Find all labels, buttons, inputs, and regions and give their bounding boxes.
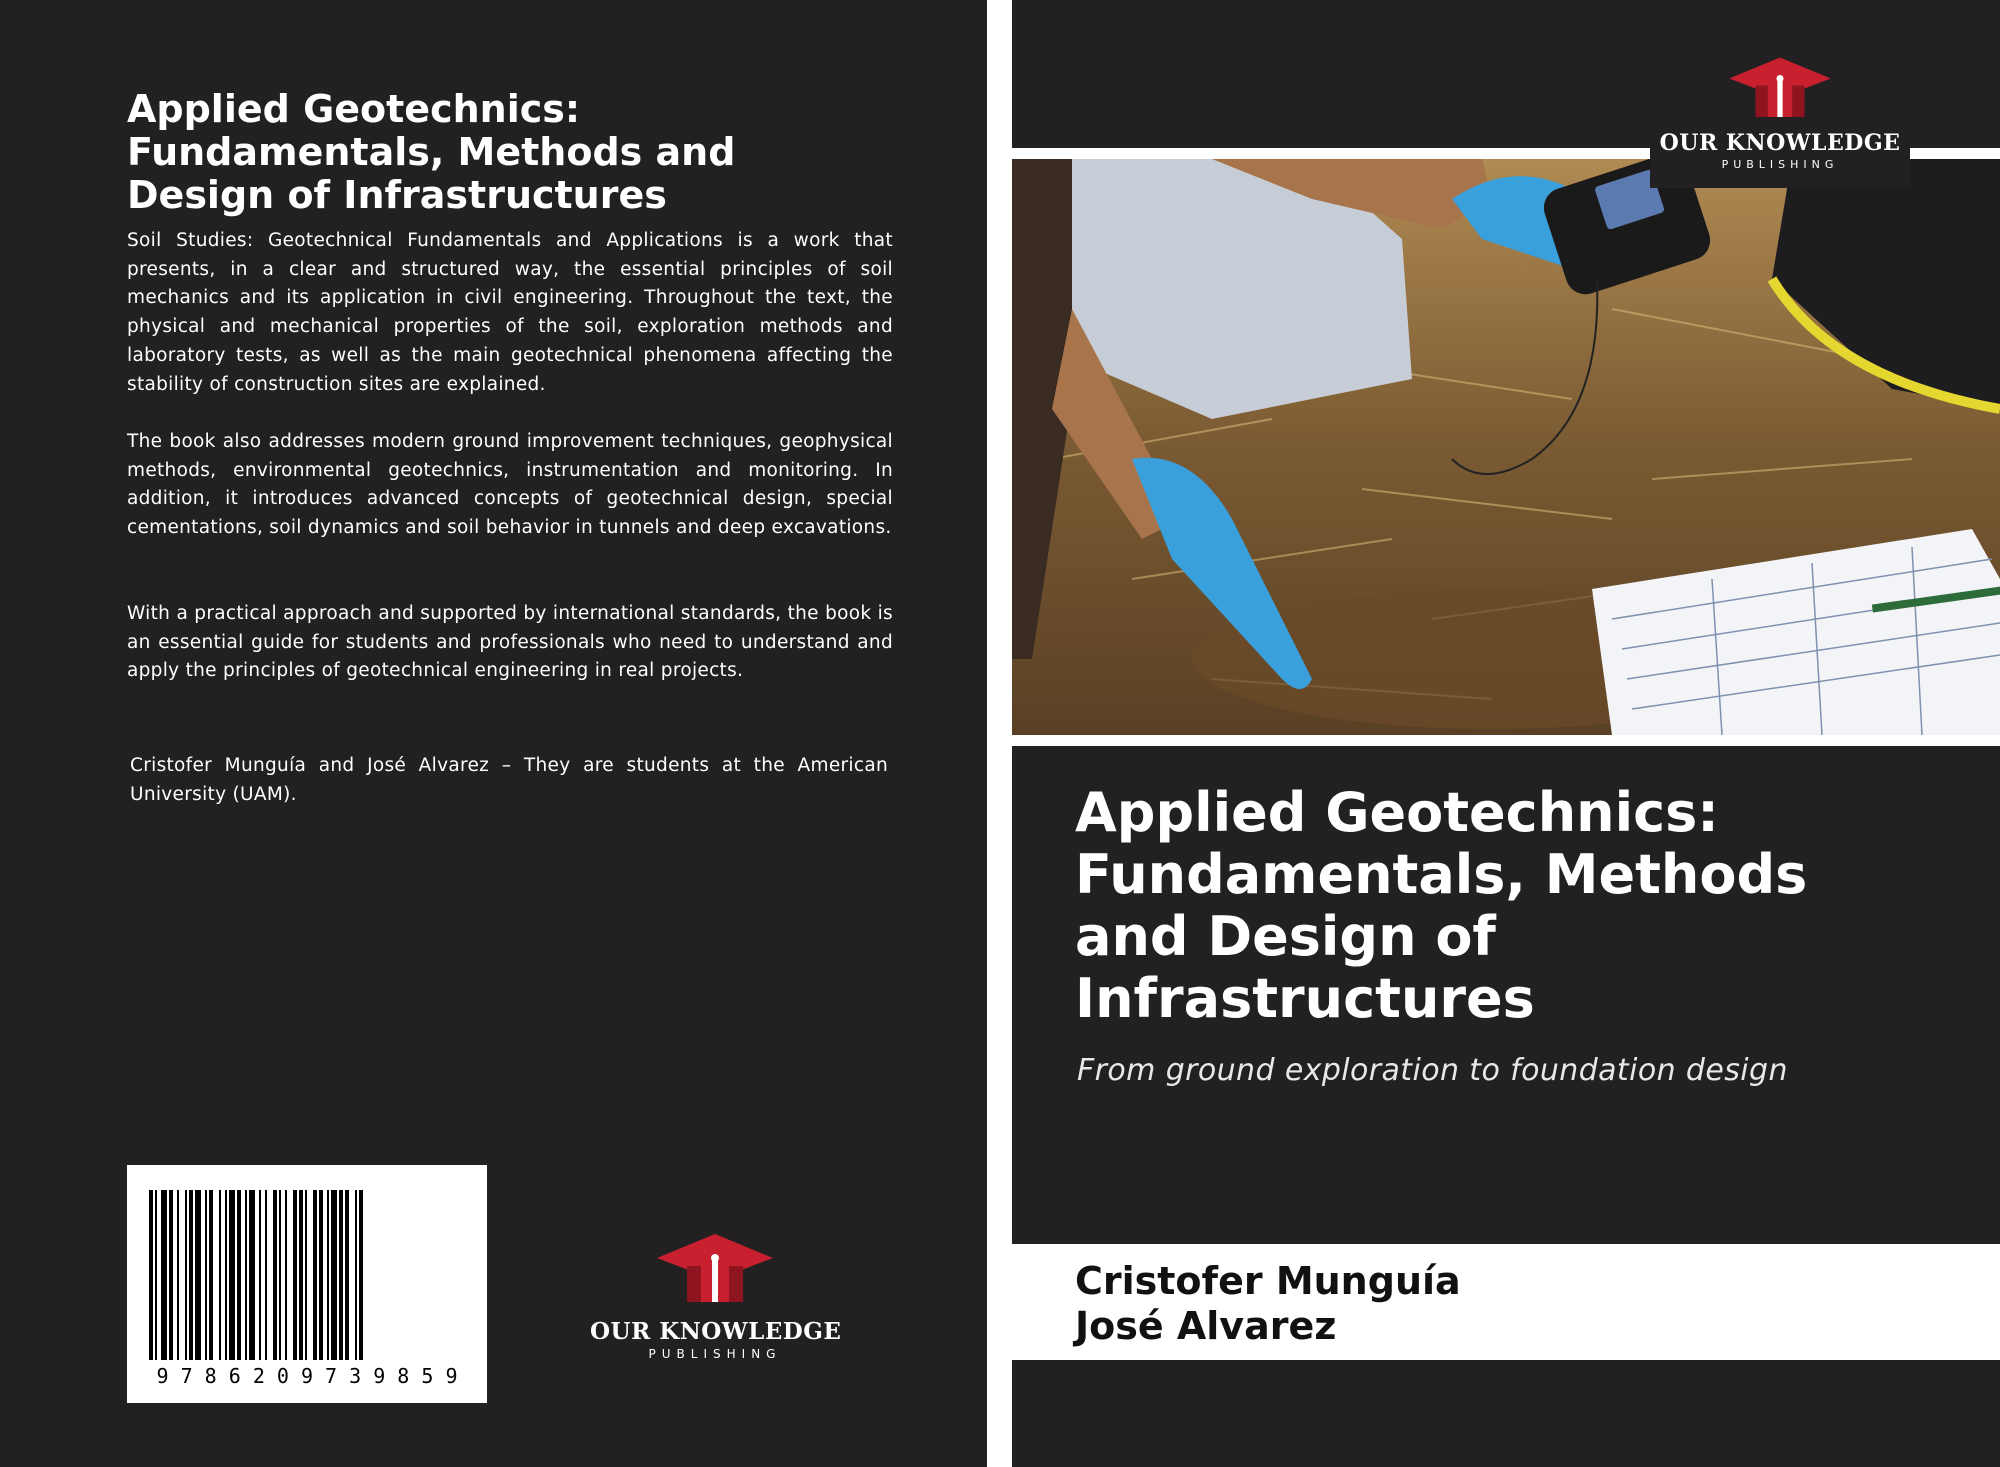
barcode-bar [229, 1190, 235, 1360]
barcode-bar [273, 1190, 277, 1360]
publisher-logo [1650, 54, 1910, 171]
publisher-name: OUR KNOWLEDGE [1659, 130, 1901, 156]
barcode-bar [155, 1190, 157, 1360]
barcode-bar [339, 1190, 343, 1360]
barcode-bar [185, 1190, 187, 1360]
front-cover-title: Applied Geotechnics: Fundamentals, Methods and Design of Infrastructures [1075, 781, 1808, 1030]
barcode-bar [177, 1190, 179, 1360]
front-cover-subtitle: From ground exploration to foundation design [1077, 1053, 1788, 1088]
barcode-bar [299, 1190, 303, 1360]
back-cover-title: Applied Geotechnics: Fundamentals, Methods and Design of Infrastructures [127, 87, 736, 217]
publisher-sub: PUBLISHING [648, 1347, 782, 1361]
author-name: José Alvarez [1075, 1304, 1337, 1348]
publisher-logo [590, 1230, 840, 1361]
barcode-bar [219, 1190, 221, 1360]
barcode-bar [209, 1190, 213, 1360]
barcode-icon [127, 1165, 487, 1403]
barcode-bar [359, 1190, 363, 1360]
barcode-bar [331, 1190, 337, 1360]
barcode-bar [319, 1190, 323, 1360]
barcode-bar [189, 1190, 193, 1360]
soil-sampling-photo-icon [1012, 159, 2000, 735]
barcode-bar [265, 1190, 267, 1360]
barcode-bar [195, 1190, 201, 1360]
barcode-bar [245, 1190, 247, 1360]
front-publisher-logo-box [1650, 40, 1910, 188]
front-cover-bottom-band [1012, 1360, 2000, 1467]
barcode-digits: 9 7 8 6 2 0 9 7 3 9 8 5 9 [156, 1364, 458, 1388]
barcode-bar [313, 1190, 317, 1360]
barcode-bar [327, 1190, 329, 1360]
barcode-bar [279, 1190, 281, 1360]
barcode-bar [149, 1190, 153, 1360]
graduation-cap-logo-icon [655, 1230, 775, 1310]
barcode-bar [237, 1190, 241, 1360]
barcode-bar [345, 1190, 349, 1360]
barcode-bar [225, 1190, 227, 1360]
back-cover-paragraph: The book also addresses modern ground improvement techniques, geophysical methods, environmental geotechnics, instrumentation and monitoring. In addition, it introduces advanced concepts of geotechnical design, special cementations, soil dynamics and soil behavior in tunnels and deep excavations. [127, 431, 893, 539]
barcode-bar [305, 1190, 307, 1360]
barcode-bar [355, 1190, 357, 1360]
barcode-bar [285, 1190, 287, 1360]
barcode-bar [169, 1190, 173, 1360]
barcode-bar [259, 1190, 261, 1360]
soil-sampling-photo [1012, 159, 2000, 735]
author-name: Cristofer Munguía [1075, 1259, 1461, 1303]
barcode-bar [205, 1190, 207, 1360]
isbn-barcode [127, 1165, 487, 1403]
barcode-bar [293, 1190, 297, 1360]
barcode-bar [249, 1190, 255, 1360]
back-cover-paragraph: With a practical approach and supported by international standards, the book is an essential guide for students and professionals who need to understand and apply the principles of geotechnical engineering in real projects. [127, 603, 893, 682]
graduation-cap-logo-icon [1725, 54, 1835, 124]
back-cover-paragraph: Soil Studies: Geotechnical Fundamentals and Applications is a work that presents, in a clear and structured way, the essential principles of soil mechanics and its application in civil engineering. Throughout the text, the physical and mechanical properties of the soil, exploration methods and laboratory tests, as well as the main geotechnical phenomena affecting the stability of construction sites are explained. [127, 230, 893, 395]
back-cover [0, 0, 987, 1467]
barcode-bar [161, 1190, 167, 1360]
publisher-sub: PUBLISHING [1721, 158, 1839, 171]
publisher-name: OUR KNOWLEDGE [590, 1318, 842, 1345]
authors-bio: Cristofer Munguía and José Alvarez – They are students at the American University (UAM). [130, 755, 888, 805]
